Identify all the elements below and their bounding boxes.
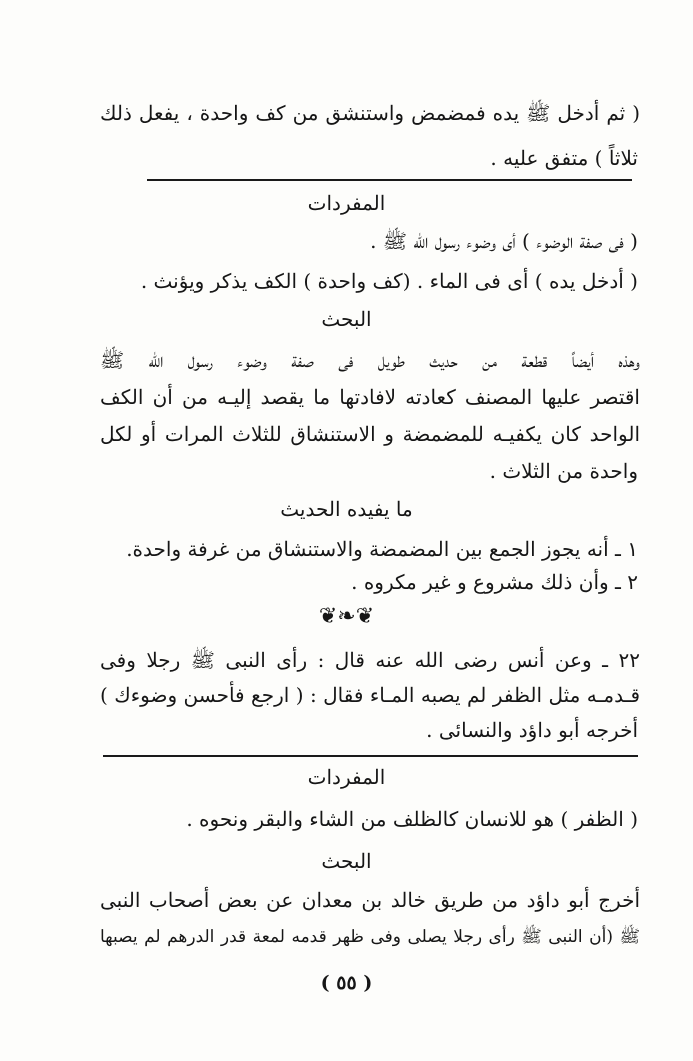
benefit-item-2: ٢ ـ وأن ذلك مشروع و غير مكروه .	[351, 570, 638, 594]
discussion-2-line-1: أخرج أبو داؤد من طريق خالد بن معدان عن بعض أصحاب النبى	[100, 888, 640, 912]
discussion-line-4: واحدة من الثلاث .	[489, 459, 638, 483]
section-divider-2	[103, 755, 638, 757]
hadith-22-line-2: قـدمـه مثل الظفر لم يصبه المـاء فقال : ( ارجع فأحسن وضوءك )	[100, 683, 640, 707]
section-divider	[147, 179, 632, 181]
section-heading-mufradat: المفردات	[307, 191, 386, 215]
discussion-line-2: اقتصر عليها المصنف كعادته لافادتها ما يقصد إليـه من أن الكف	[100, 385, 640, 409]
vocabulary-line-1: ( فى صفة الوضوء ) أى وضوء رسول الله ﷺ .	[370, 229, 638, 253]
hadith-continuation-line-2: ثلاثاً ) متفق عليه .	[490, 146, 638, 170]
discussion-line-1: وهذه أيضاً قطعة من حديث طويل فى صفة وضوء رسول الله ﷺ	[100, 348, 640, 372]
vocabulary-line-3: ( الظفر ) هو للانسان كالظلف من الشاء والبقر ونحوه .	[186, 807, 638, 831]
hadith-22-line-3: أخرجه أبو داؤد والنسائى .	[426, 718, 638, 742]
vocabulary-line-2: ( أدخل يده ) أى فى الماء . (كف واحدة ) الكف يذكر ويؤنث .	[140, 269, 638, 293]
hadith-22-line-1: ٢٢ ـ وعن أنس رضى الله عنه قال : رأى النبى ﷺ رجلا وفى	[100, 648, 640, 672]
section-heading-mufradat-2: المفردات	[307, 765, 386, 789]
discussion-line-3: الواحد كان يكفيـه للمضمضة و الاستنشاق للثلاث المرات أو لكل	[100, 422, 640, 446]
section-heading-bahth-2: البحث	[321, 849, 372, 873]
benefit-item-1: ١ ـ أنه يجوز الجمع بين المضمضة والاستنشاق من غرفة واحدة.	[126, 537, 638, 561]
discussion-2-line-2: ﷺ (أن النبى ﷺ رأى رجلا يصلى وفى ظهر قدمه لمعة قدر الدرهم لم يصبها	[100, 927, 640, 947]
section-heading-benefits: ما يفيده الحديث	[280, 497, 413, 521]
section-heading-bahth: البحث	[321, 307, 372, 331]
page-number: ( ٥٥ )	[320, 972, 373, 994]
ornament-divider: ❦❧❦	[318, 604, 375, 629]
hadith-continuation-line-1: ( ثم أدخل ﷺ يده فمضمض واستنشق من كف واحدة ، يفعل ذلك	[100, 101, 640, 125]
